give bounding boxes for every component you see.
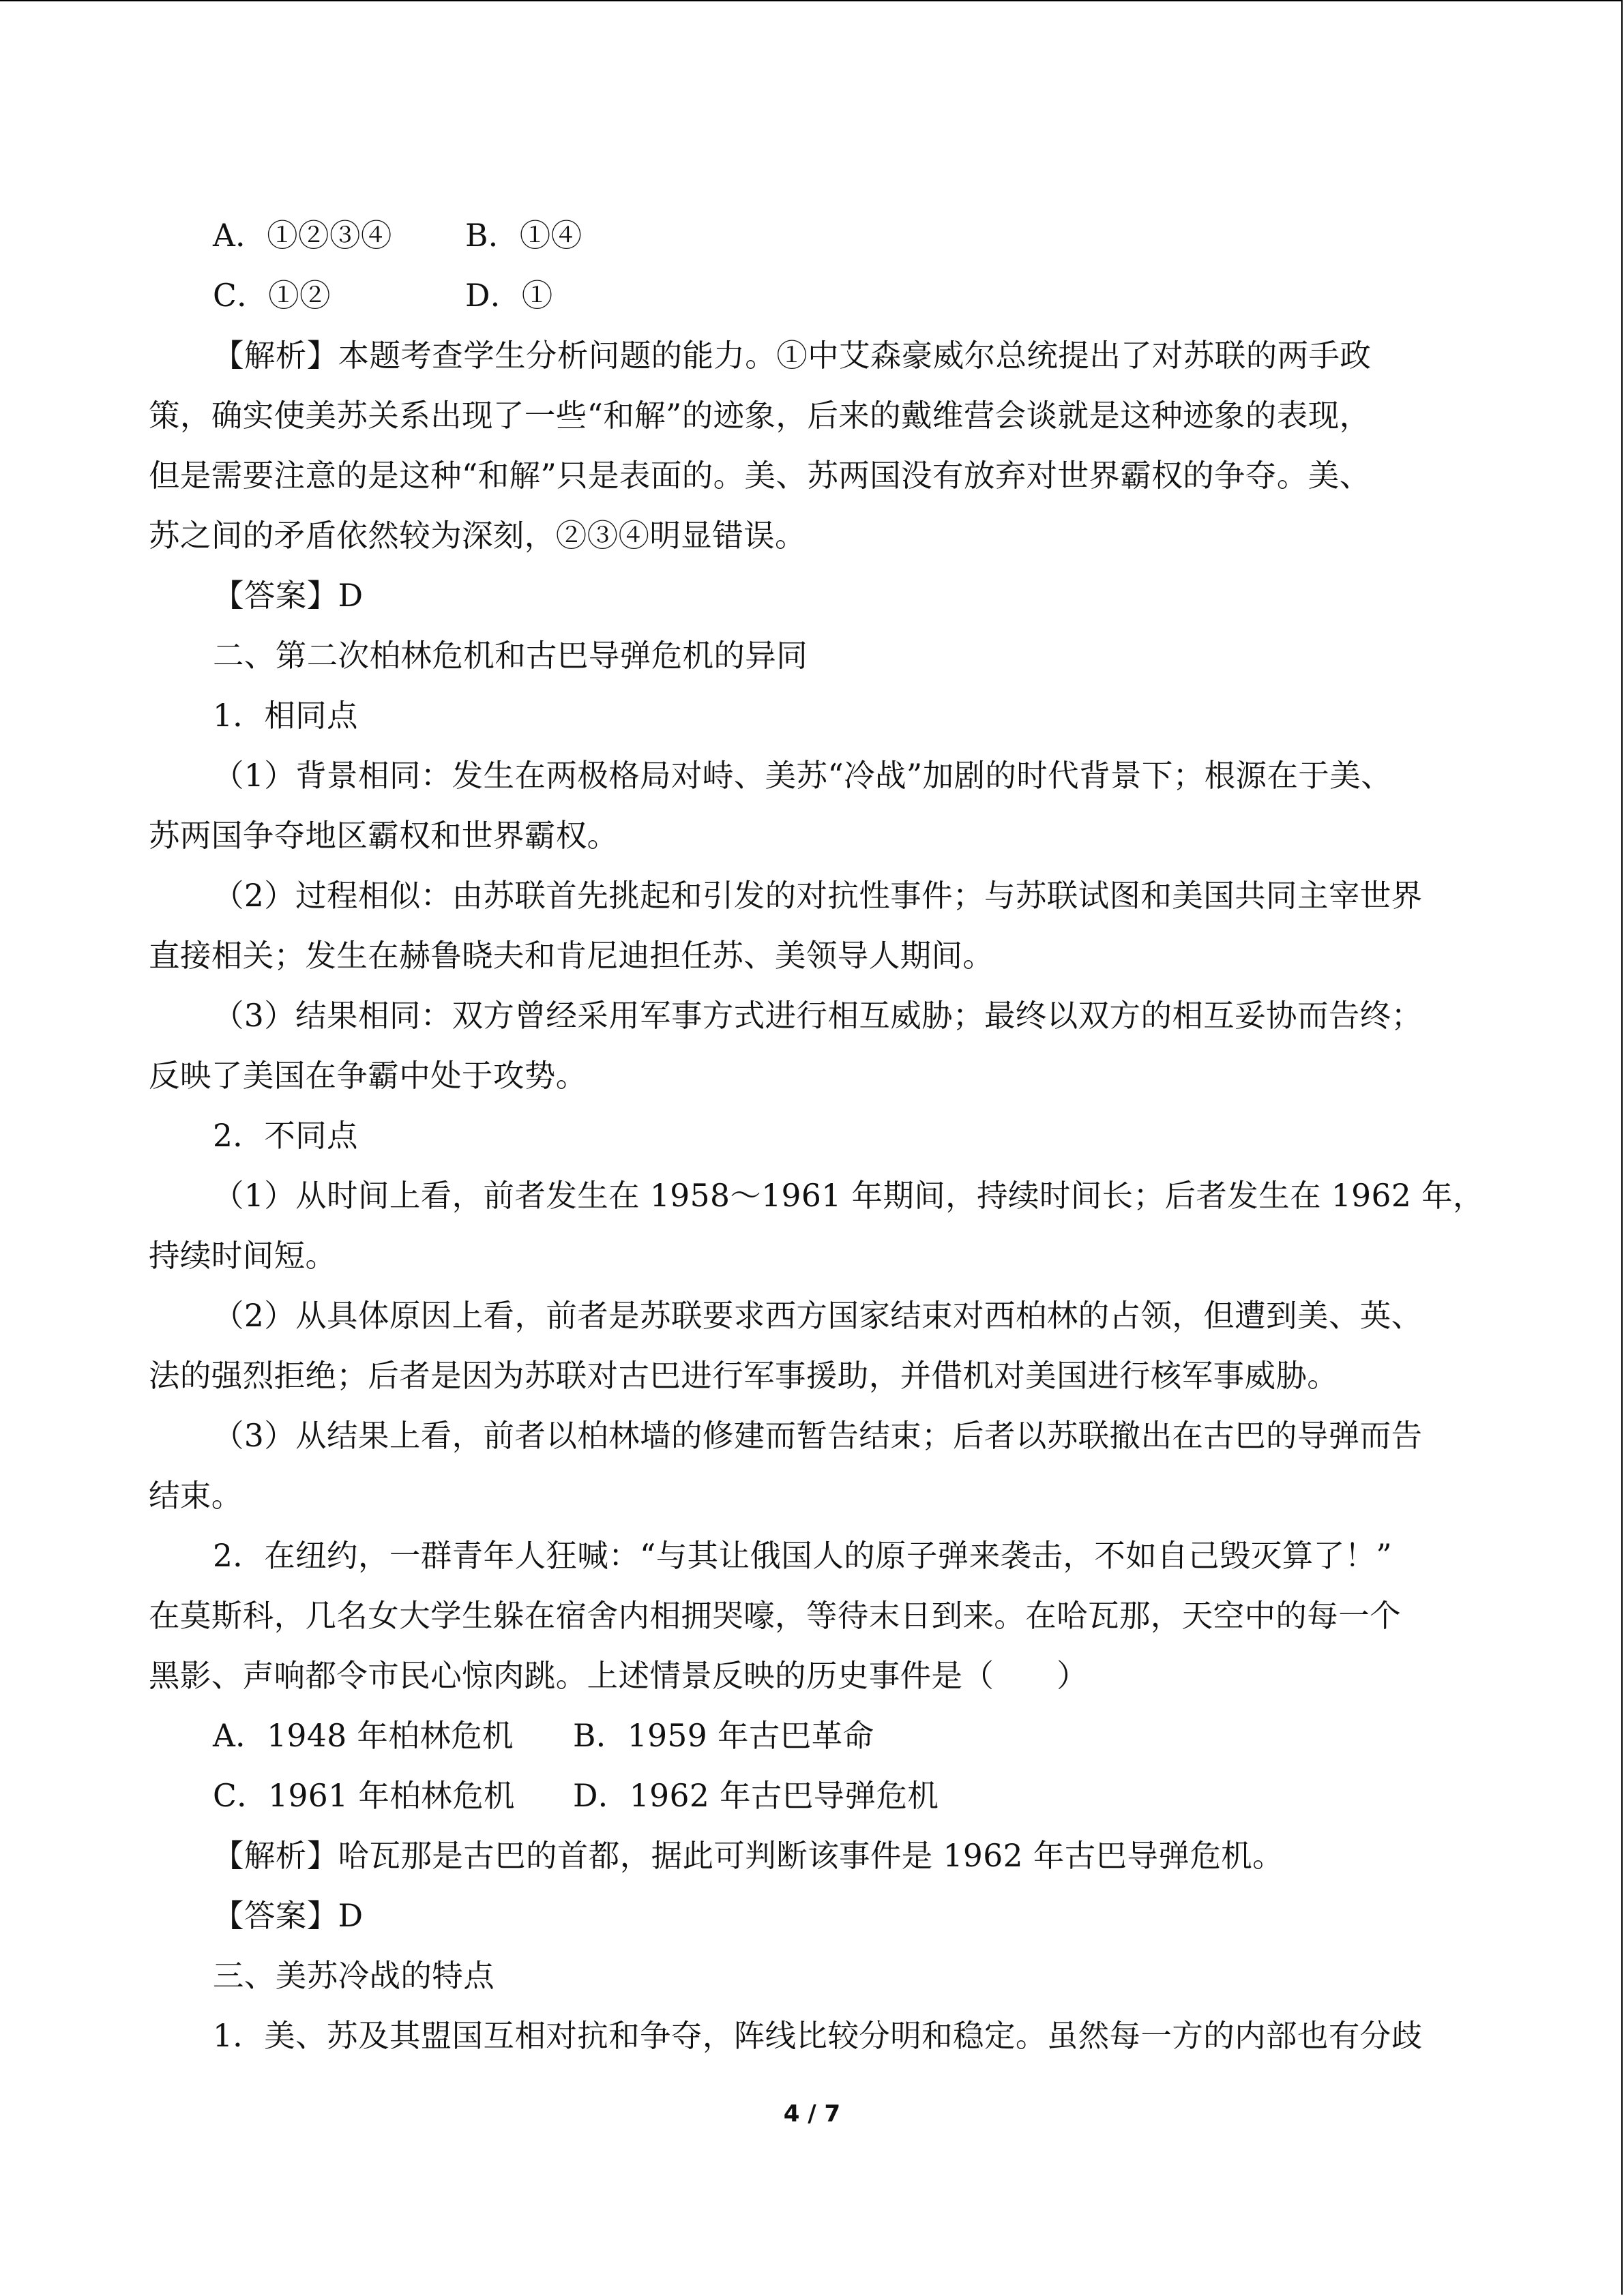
section2-heading: 二、第二次柏林危机和古巴导弹危机的异同 [213,638,808,674]
different-1-line-1: （1）从时间上看，前者发生在 1958～1961 年期间，持续时间长；后者发生在 1962 年， [213,1178,1484,1214]
similar-3-line-2: 反映了美国在争霸中处于攻势。 [149,1058,587,1094]
similar-heading: 1．相同点 [213,698,358,734]
different-3-line-2: 结束。 [149,1478,243,1514]
page-number: 4 / 7 [783,2100,841,2128]
different-2-line-1: （2）从具体原因上看，前者是苏联要求西方国家结束对西柏林的占领，但遭到美、英、 [213,1298,1423,1334]
similar-1-line-2: 苏两国争夺地区霸权和世界霸权。 [149,818,619,854]
similar-1-line-1: （1）背景相同：发生在两极格局对峙、美苏“冷战”加剧的时代背景下；根源在于美、 [213,758,1393,794]
q2-analysis: 【解析】哈瓦那是古巴的首都，据此可判断该事件是 1962 年古巴导弹危机。 [213,1838,1284,1874]
q1-option-b: B．①④ [465,218,582,254]
q2-answer: 【答案】D [213,1898,364,1934]
section3-heading: 三、美苏冷战的特点 [213,1958,495,1994]
different-1-line-2: 持续时间短。 [149,1238,337,1274]
q1-option-d: D．① [465,278,553,314]
different-heading: 2．不同点 [213,1118,358,1154]
q1-analysis-line-2: 策，确实使美苏关系出现了一些“和解”的迹象，后来的戴维营会谈就是这种迹象的表现， [149,398,1371,434]
q1-answer: 【答案】D [213,578,364,614]
q1-analysis-line-4: 苏之间的矛盾依然较为深刻，②③④明显错误。 [149,518,806,554]
q1-option-c: C．①② [213,278,331,314]
q2-stem-line-1: 2．在纽约，一群青年人狂喊：“与其让俄国人的原子弹来袭击，不如自己毁灭算了！” [213,1538,1393,1574]
q1-option-a: A．①②③④ [213,218,392,254]
q2-stem-line-2: 在莫斯科，几名女大学生躲在宿舍内相拥哭嚎，等待末日到来。在哈瓦那，天空中的每一个 [149,1598,1402,1634]
q2-option-d: D．1962 年古巴导弹危机 [573,1778,939,1814]
section3-point-1: 1．美、苏及其盟国互相对抗和争夺，阵线比较分明和稳定。虽然每一方的内部也有分歧 [213,2018,1423,2054]
q2-option-a: A．1948 年柏林危机 [213,1718,514,1754]
similar-3-line-1: （3）结果相同：双方曾经采用军事方式进行相互威胁；最终以双方的相互妥协而告终； [213,998,1423,1034]
similar-2-line-1: （2）过程相似：由苏联首先挑起和引发的对抗性事件；与苏联试图和美国共同主宰世界 [213,878,1423,914]
different-2-line-2: 法的强烈拒绝；后者是因为苏联对古巴进行军事援助，并借机对美国进行核军事威胁。 [149,1358,1339,1394]
q1-analysis-line-3: 但是需要注意的是这种“和解”只是表面的。美、苏两国没有放弃对世界霸权的争夺。美、 [149,458,1371,494]
q2-stem-line-3: 黑影、声响都令市民心惊肉跳。上述情景反映的历史事件是（ ） [149,1658,1089,1694]
different-3-line-1: （3）从结果上看，前者以柏林墙的修建而暂告结束；后者以苏联撤出在古巴的导弹而告 [213,1418,1423,1454]
similar-2-line-2: 直接相关；发生在赫鲁晓夫和肯尼迪担任苏、美领导人期间。 [149,938,994,974]
q2-option-c: C．1961 年柏林危机 [213,1778,515,1814]
q2-option-b: B．1959 年古巴革命 [573,1718,874,1754]
q1-analysis-line-1: 【解析】本题考查学生分析问题的能力。①中艾森豪威尔总统提出了对苏联的两手政 [213,338,1372,374]
